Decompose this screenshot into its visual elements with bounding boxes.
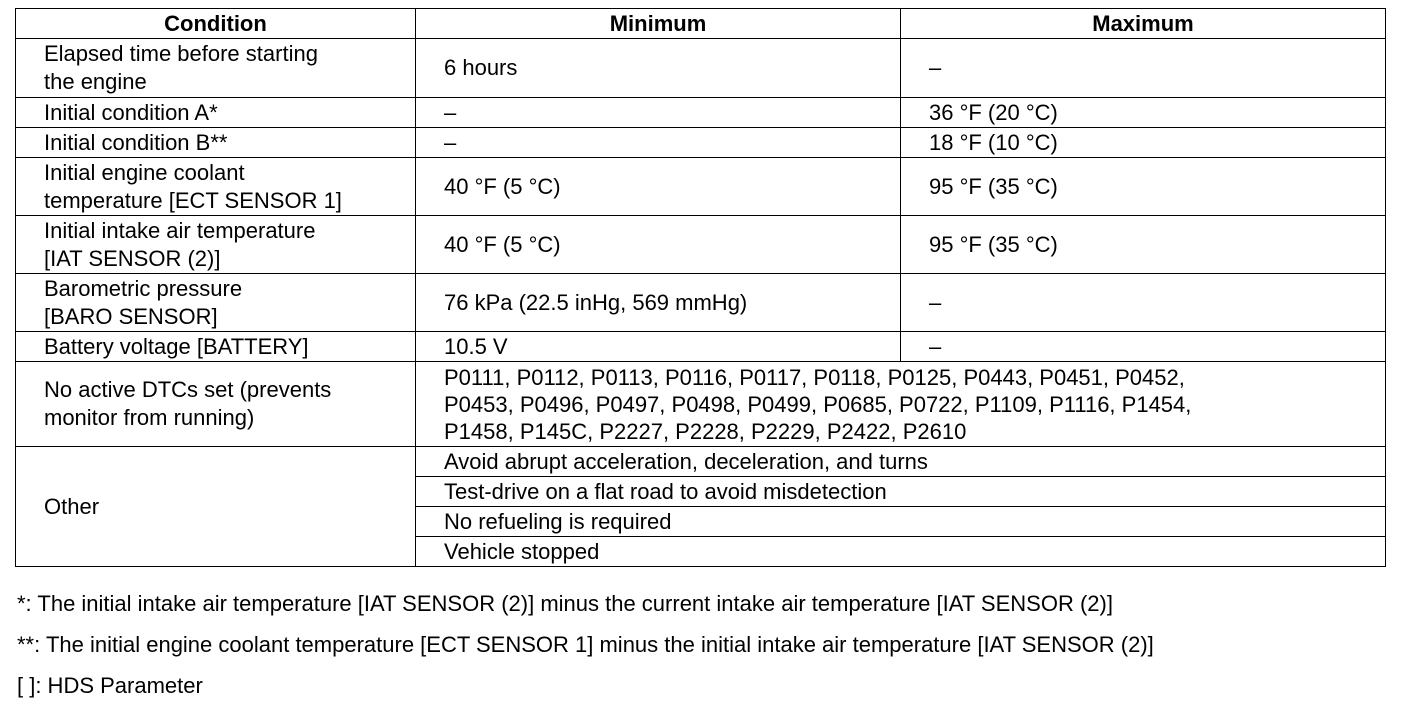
other-item-cell: No refueling is required [416,507,1386,537]
footnote-single-asterisk: *: The initial intake air temperature [IAT SENSOR (2)] minus the current intake air temperature [IAT SENSOR (2)] [17,591,1113,616]
other-row [16,447,1386,477]
table-row [16,98,1386,128]
condition-cell: Battery voltage [BATTERY] [16,332,416,362]
minimum-cell: – [416,128,901,158]
condition-cell: No active DTCs set (prevents monitor from running) [16,362,416,447]
dtc-row [16,362,1386,447]
other-item-cell: Vehicle stopped [416,537,1386,567]
table-row [16,332,1386,362]
condition-cell: Elapsed time before starting the engine [16,39,416,98]
minimum-cell: 76 kPa (22.5 inHg, 569 mmHg) [416,274,901,332]
conditions-table [15,8,1386,567]
maximum-cell: 95 °F (35 °C) [901,158,1386,216]
minimum-cell: 40 °F (5 °C) [416,158,901,216]
other-item-cell: Avoid abrupt acceleration, deceleration, and turns [416,447,1386,477]
condition-cell: Initial condition A* [16,98,416,128]
maximum-cell: – [901,332,1386,362]
maximum-cell: – [901,39,1386,98]
other-item-cell: Test-drive on a flat road to avoid misdetection [416,477,1386,507]
maximum-cell: 36 °F (20 °C) [901,98,1386,128]
header-maximum: Maximum [901,9,1386,39]
minimum-cell: 6 hours [416,39,901,98]
table-row [16,39,1386,98]
header-row [16,9,1386,39]
table-row [16,216,1386,274]
table-row [16,158,1386,216]
condition-cell: Barometric pressure [BARO SENSOR] [16,274,416,332]
header-minimum: Minimum [416,9,901,39]
other-condition-cell: Other [16,447,416,567]
header-condition: Condition [16,9,416,39]
minimum-cell: 40 °F (5 °C) [416,216,901,274]
maximum-cell: – [901,274,1386,332]
condition-cell: Initial condition B** [16,128,416,158]
dtc-list-cell: P0111, P0112, P0113, P0116, P0117, P0118, P0125, P0443, P0451, P0452, P0453, P0496, P0497, P0498, P0499, P0685, P0722, P1109, P1116, P1454, P1458, P145C, P2227, P2228, P2229, P2422, P2610 [416,362,1386,447]
footnote-brackets: [ ]: HDS Parameter [17,673,203,698]
maximum-cell: 18 °F (10 °C) [901,128,1386,158]
footnote-double-asterisk: **: The initial engine coolant temperature [ECT SENSOR 1] minus the initial intake air temperature [IAT SENSOR (2)] [17,632,1154,657]
table-row [16,128,1386,158]
table-row [16,274,1386,332]
condition-cell: Initial intake air temperature [IAT SENSOR (2)] [16,216,416,274]
condition-cell: Initial engine coolant temperature [ECT SENSOR 1] [16,158,416,216]
minimum-cell: – [416,98,901,128]
maximum-cell: 95 °F (35 °C) [901,216,1386,274]
footnotes [17,590,1154,713]
minimum-cell: 10.5 V [416,332,901,362]
